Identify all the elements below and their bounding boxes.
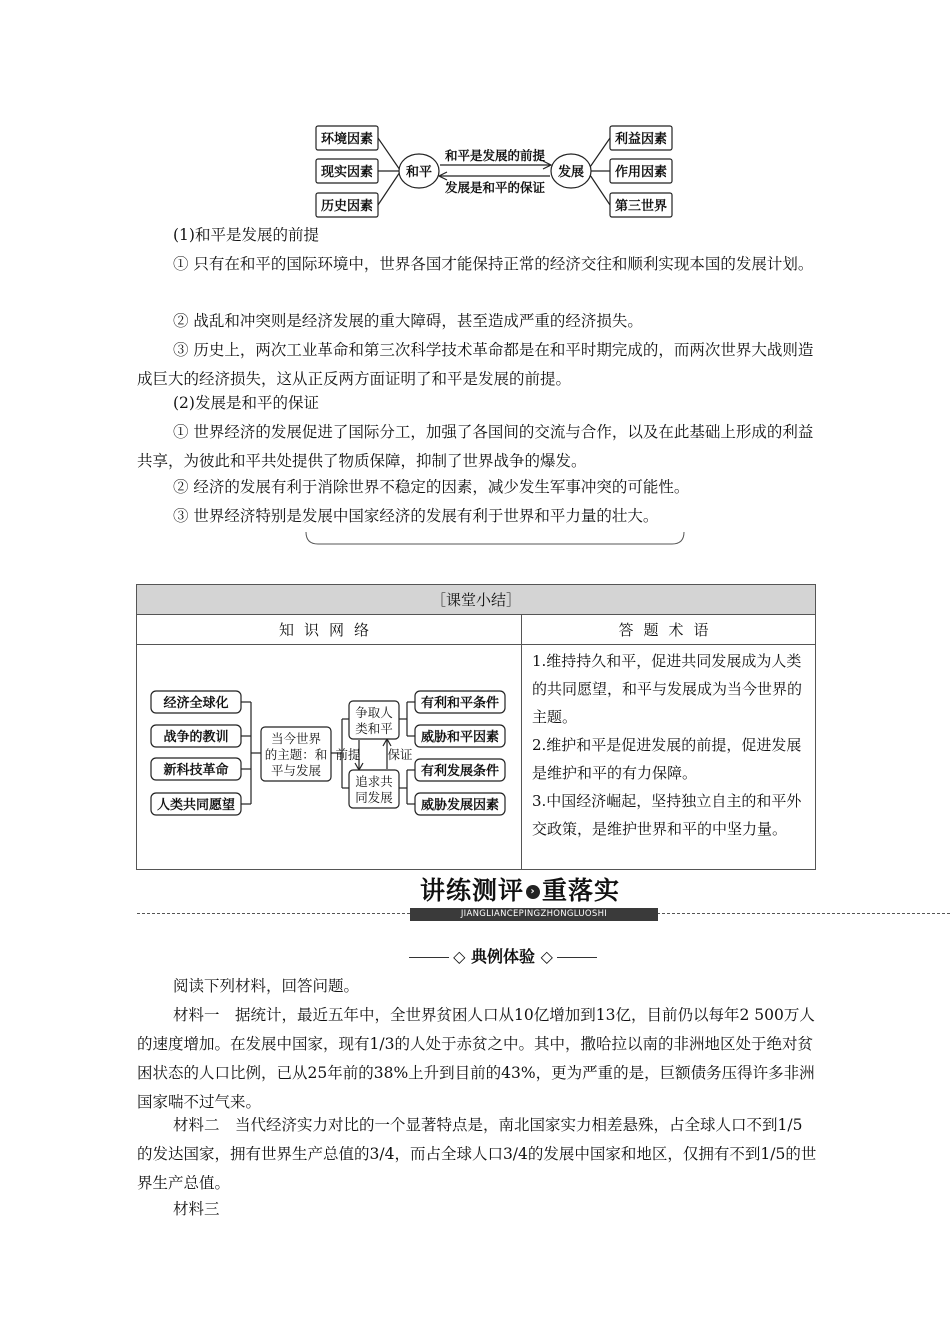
network-right-node: 威胁发展因素: [420, 798, 500, 813]
banner-title: [420, 871, 620, 907]
arrow-label-bottom: 发展是和平的保证: [444, 180, 546, 195]
right-node: 作用因素: [614, 165, 668, 180]
example-title-text: 典例体验: [470, 947, 535, 966]
banner-title-part-b: 重落实: [542, 876, 621, 905]
knowledge-network-header: 知识网络: [137, 615, 522, 645]
peace-node: 和平: [405, 165, 433, 180]
section2-heading: (2)发展是和平的保证: [173, 394, 319, 412]
section1-paragraph: ② 战乱和冲突则是经济发展的重大障碍，甚至造成严重的经济损失。: [173, 312, 643, 330]
material-one: 材料一 据统计，最近五年中，全世界贫困人口从10亿增加到13亿，目前仍以每年2 500万人的速度增加。在发展中国家，现有1/3的人处于赤贫之中。其中，撒哈拉以南的非洲地区处于绝对贫困状态的人口比例，已从25年前的38%上升到目前的43%，更为严重的是，巨额债务压得许多非洲国家喘不过气来。: [137, 1006, 815, 1111]
network-left-node: 战争的教训: [163, 730, 229, 745]
section2-paragraph: ② 经济的发展有利于消除世界不稳定的因素，减少发生军事冲突的可能性。: [173, 478, 690, 496]
section2-paragraph: ③ 世界经济特别是发展中国家经济的发展有利于世界和平力量的壮大。: [173, 507, 659, 525]
section1-paragraph: ③ 历史上，两次工业革命和第三次科学技术革命都是在和平时期完成的，而两次世界大战则造成巨大的经济损失，这从正反两方面证明了和平是发展的前提。: [137, 341, 814, 388]
material-three: 材料三: [173, 1200, 220, 1218]
network-center-line: 的主题：和: [264, 747, 328, 762]
class-summary-table: [136, 584, 816, 870]
material-two: 材料二 当代经济实力对比的一个显著特点是，南北国家实力相差悬殊，占全球人口不到1/5的发达国家，拥有世界生产总值的3/4，而占全球人口3/4的发展中国家和地区，仅拥有不到1/5的世界生产总值。: [137, 1116, 817, 1192]
network-left-node: 新科技革命: [163, 763, 229, 778]
diamond-icon: ◇: [540, 947, 553, 966]
answer-terms-cell: [522, 645, 816, 870]
left-node: 环境因素: [320, 132, 374, 147]
network-left-node: 人类共同愿望: [156, 798, 236, 813]
section-bracket: [300, 530, 690, 550]
banner-subtitle: JIANGLIANCEPINGZHONGLUOSHI: [410, 908, 658, 921]
network-mid-label: 前提: [335, 747, 361, 762]
section2-paragraph: ① 世界经济的发展促进了国际分工，加强了各国间的交流与合作，以及在此基础上形成的利益共享，为彼此和平共处提供了物质保障，抑制了世界战争的爆发。: [137, 423, 814, 470]
network-mid-label: 保证: [387, 747, 413, 762]
diamond-icon: ◇: [453, 947, 466, 966]
answer-term: 3.中国经济崛起，坚持独立自主的和平外交政策，是维护世界和平的中坚力量。: [532, 792, 802, 838]
network-right-node: 有利发展条件: [420, 764, 500, 779]
left-node: 现实因素: [320, 165, 374, 180]
network-center-line: 当今世界: [270, 731, 322, 746]
answer-term: 2.维护和平是促进发展的前提，促进发展是维护和平的有力保障。: [532, 736, 802, 782]
knowledge-network-diagram: [137, 645, 521, 869]
network-center-line: 平与发展: [270, 763, 322, 778]
network-right-node: 威胁和平因素: [420, 730, 500, 745]
right-node: 利益因素: [614, 132, 668, 147]
section1-paragraph: ① 只有在和平的国际环境中，世界各国才能保持正常的经济交往和顺利实现本国的发展计划。: [173, 255, 814, 273]
summary-title: ［课堂小结］: [137, 585, 816, 615]
example-title: [378, 944, 628, 967]
answer-terms-header: 答题术语: [522, 615, 816, 645]
example-intro: 阅读下列材料，回答问题。: [173, 977, 360, 995]
network-bottom-mid-line: 追求共: [355, 774, 393, 789]
banner-title-part-a: 讲练测评: [420, 876, 525, 905]
network-top-mid-line: 争取人: [355, 705, 393, 720]
development-node: 发展: [557, 165, 585, 180]
section1-heading: (1)和平是发展的前提: [173, 226, 319, 244]
network-bottom-mid-line: 同发展: [355, 790, 393, 805]
network-top-mid-line: 类和平: [355, 721, 393, 736]
left-node: 历史因素: [320, 199, 374, 214]
network-left-node: 经济全球化: [163, 696, 229, 711]
network-right-node: 有利和平条件: [420, 696, 500, 711]
arrow-label-top: 和平是发展的前提: [444, 148, 546, 163]
answer-term: 1.维持持久和平，促进共同发展成为人类的共同愿望，和平与发展成为当今世界的主题。: [532, 652, 803, 726]
peace-development-diagram: [300, 120, 690, 220]
chevron-circle-icon: ›: [526, 885, 540, 899]
knowledge-network-cell: [137, 645, 522, 870]
right-node: 第三世界: [614, 199, 668, 214]
